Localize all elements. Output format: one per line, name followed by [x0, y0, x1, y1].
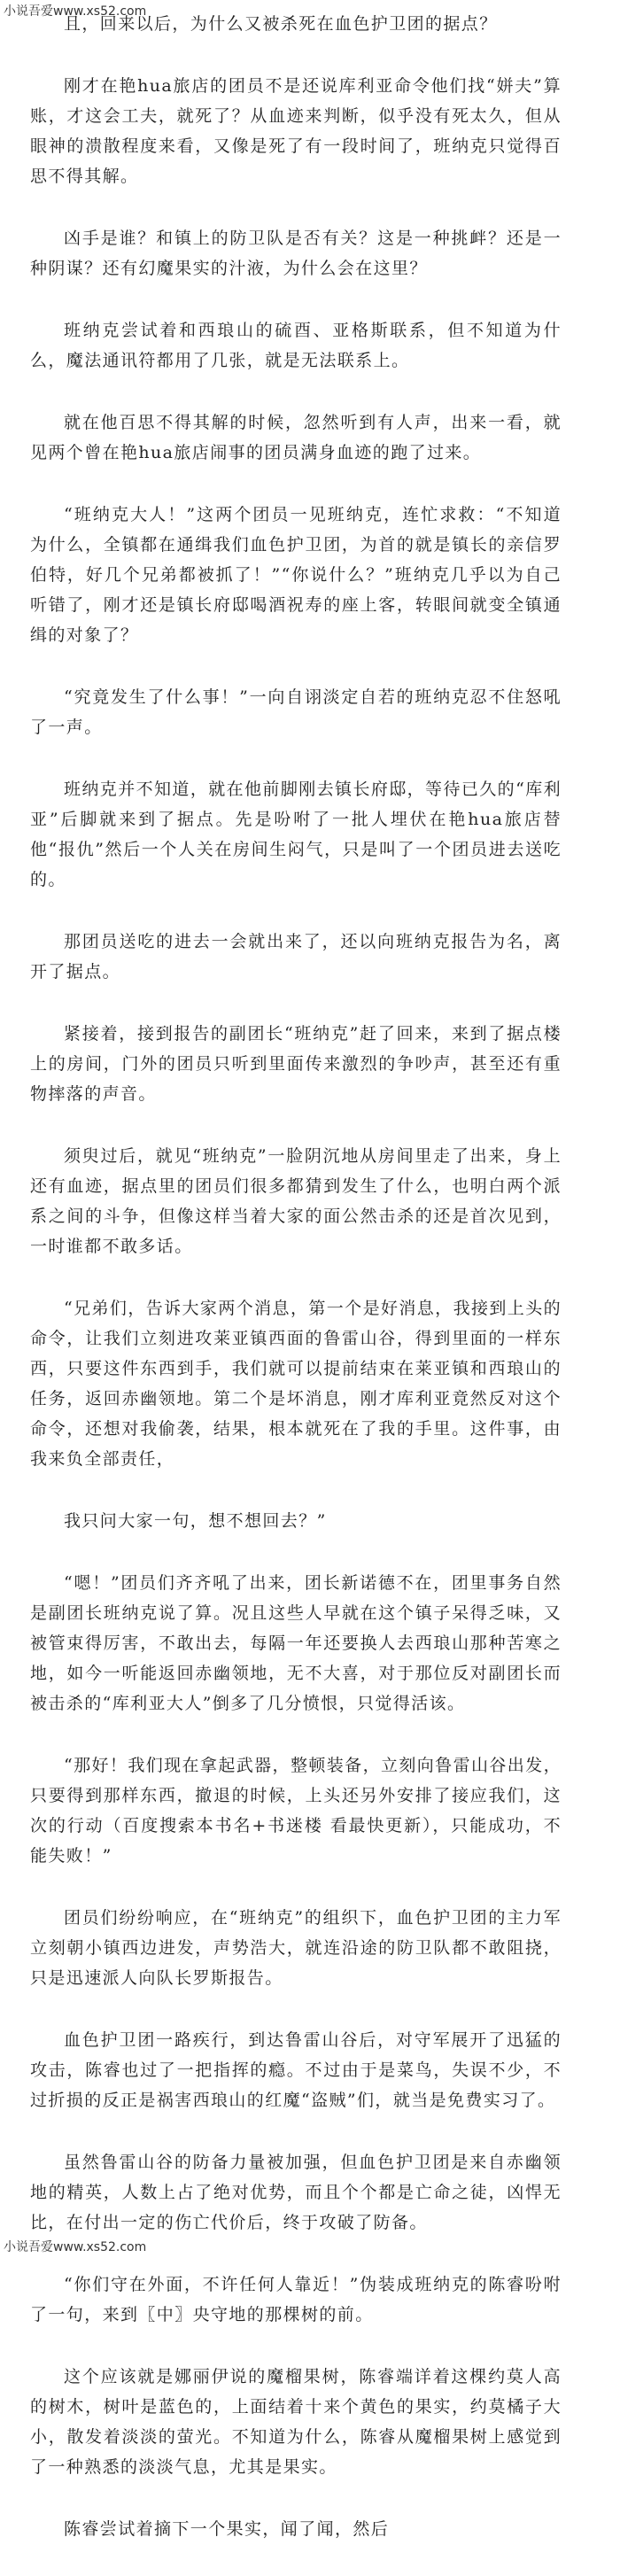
paragraph: 团员们纷纷响应，在“班纳克”的组织下，血色护卫团的主力军立刻朝小镇西边进发，声势浩大，就连沿途的防卫队都不敢阻挠，只是迅速派人向队长罗斯报告。	[30, 1908, 562, 1988]
paragraph: 就在他百思不得其解的时候，忽然听到有人声，出来一看，就见两个曾在艳hua旅店闹事的团员满身血迹的跑了过来。	[30, 413, 562, 462]
paragraph: 紧接着，接到报告的副团长“班纳克”赶了回来，来到了据点楼上的房间，门外的团员只听到里面传来激烈的争吵声，甚至还有重物摔落的声音。	[30, 1024, 562, 1104]
paragraph: 班纳克尝试着和西琅山的硫酉、亚格斯联系，但不知道为什么，魔法通讯符都用了几张，就是无法联系上。	[30, 321, 562, 370]
site-watermark-top[interactable]: 小说吾爱www.xs52.com	[4, 4, 147, 19]
paragraph: 须臾过后，就见“班纳克”一脸阴沉地从房间里走了出来，身上还有血迹，据点里的团员们很多都猜到发生了什么，也明白两个派系之间的斗争，但像这样当着大家的面公然击杀的还是首次见到，一时谁都不敢多话。	[30, 1146, 562, 1256]
paragraph: 且，回来以后，为什么又被杀死在血色护卫团的据点？	[64, 14, 498, 34]
paragraph: 血色护卫团一路疾行，到达鲁雷山谷后，对守军展开了迅猛的攻击，陈睿也过了一把指挥的瘾。不过由于是菜鸟，失误不少，不过折损的反正是祸害西琅山的红魔“盗贼”们，就当是免费实习了。	[30, 2030, 562, 2110]
paragraph: 这个应该就是娜丽伊说的魔榴果树，陈睿端详着这棵约莫人高的树木，树叶是蓝色的，上面结着十来个黄色的果实，约莫橘子大小，散发着淡淡的萤光。不知道为什么，陈睿从魔榴果树上感觉到了一种熟悉的淡淡气息，尤其是果实。	[30, 2367, 562, 2477]
paragraph: “那好！我们现在拿起武器，整顿装备，立刻向鲁雷山谷出发，只要得到那样东西，撤退的时候，上头还另外安排了接应我们，这次的行动（百度搜索本书名+书迷楼 看最快更新），只能成功，不能失败！”	[30, 1756, 562, 1866]
paragraph: “班纳克大人！”这两个团员一见班纳克，连忙求救：“不知道为什么，全镇都在通缉我们血色护卫团，为首的就是镇长的亲信罗伯特，好几个兄弟都被抓了！”“你说什么？”班纳克几乎以为自己听错了，刚才还是镇长府邸喝酒祝寿的座上客，转眼间就变全镇通缉的对象了？	[30, 505, 562, 645]
paragraph: 班纳克并不知道，就在他前脚刚去镇长府邸，等待已久的“库利亚”后脚就来到了据点。先是吩咐了一批人埋伏在艳hua旅店替他“报仇”然后一个人关在房间生闷气，只是叫了一个团员进去送吃的。	[30, 780, 562, 889]
paragraph: 虽然鲁雷山谷的防备力量被加强，但血色护卫团是来自赤幽领地的精英，人数上占了绝对优势，而且个个都是亡命之徒，凶悍无比，在付出一定的伤亡代价后，终于攻破了防备。	[30, 2153, 562, 2232]
paragraph: 陈睿尝试着摘下一个果实，闻了闻，然后	[64, 2519, 390, 2539]
site-watermark-bottom[interactable]: 小说吾爱www.xs52.com	[4, 2240, 147, 2254]
paragraph: 我只问大家一句，想不想回去？”	[64, 1511, 327, 1531]
paragraph: 凶手是谁？和镇上的防卫队是否有关？这是一种挑衅？还是一种阴谋？还有幻魔果实的汁液，为什么会在这里？	[30, 229, 562, 278]
paragraph: “兄弟们，告诉大家两个消息，第一个是好消息，我接到上头的命令，让我们立刻进攻莱亚镇西面的鲁雷山谷，得到里面的一样东西，只要这件东西到手，我们就可以提前结束在莱亚镇和西琅山的任务，返回赤幽领地。第二个是坏消息，刚才库利亚竟然反对这个命令，还想对我偷袭，结果，根本就死在了我的手里。这件事，由我来负全部责任，	[30, 1299, 562, 1469]
paragraph: “究竟发生了什么事！”一向自诩淡定自若的班纳克忍不住怒吼了一声。	[30, 687, 562, 737]
paragraph: “你们守在外面，不许任何人靠近！”伪装成班纳克的陈睿吩咐了一句，来到〖中〗央守地的那棵树的前。	[30, 2275, 562, 2324]
paragraph: 刚才在艳hua旅店的团员不是还说库利亚命令他们找“姘夫”算账，才这会工夫，就死了？从血迹来判断，似乎没有死太久，但从眼神的溃散程度来看，又像是死了有一段时间了，班纳克只觉得百思不得其解。	[30, 76, 562, 186]
paragraph: 那团员送吃的进去一会就出来了，还以向班纳克报告为名，离开了据点。	[30, 932, 562, 982]
paragraph: “嗯！”团员们齐齐吼了出来，团长新诺德不在，团里事务自然是副团长班纳克说了算。况且这些人早就在这个镇子呆得乏味，又被管束得厉害，不敢出去，每隔一年还要换人去西琅山那种苦寒之地，如今一听能返回赤幽领地，无不大喜，对于那位反对副团长而被击杀的“库利亚大人”倒多了几分愤恨，只觉得活该。	[30, 1573, 562, 1713]
novel-content	[30, 9, 562, 2576]
